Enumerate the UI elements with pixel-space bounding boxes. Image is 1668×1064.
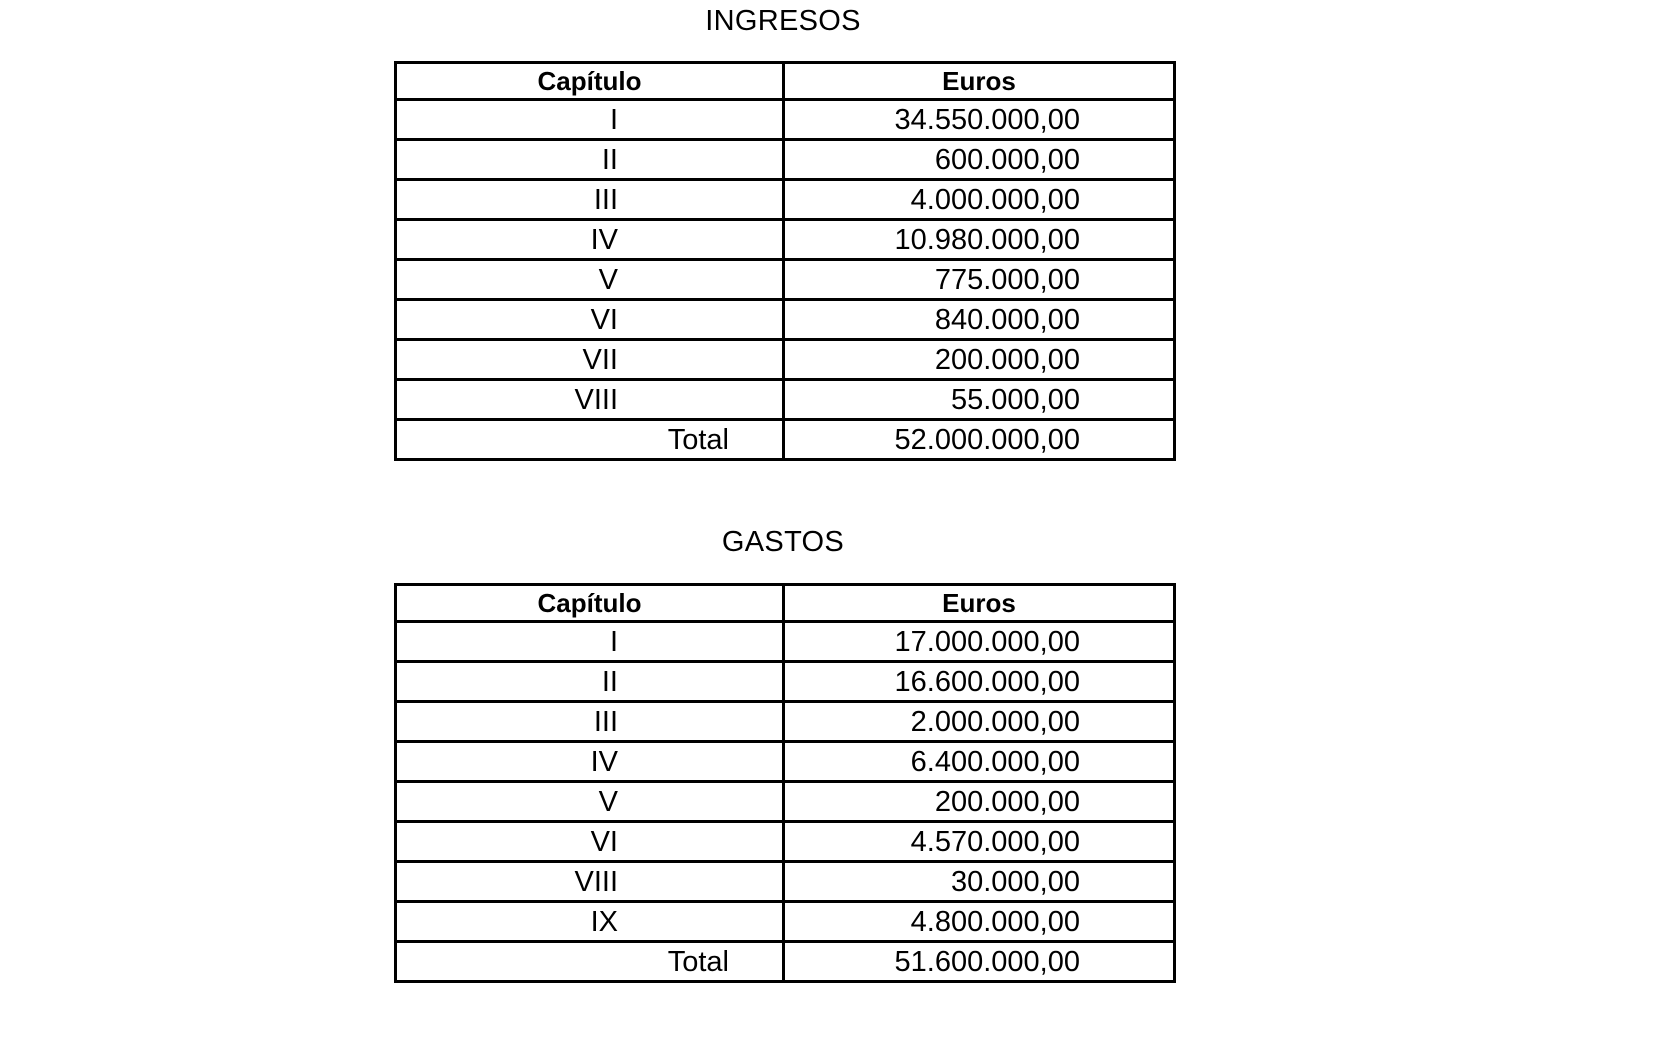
chapter-cell: VI	[396, 822, 784, 862]
chapter-cell: IV	[396, 742, 784, 782]
amount-cell: 775.000,00	[784, 260, 1175, 300]
total-row	[396, 942, 1175, 982]
table-row	[396, 380, 1175, 420]
amount-cell: 840.000,00	[784, 300, 1175, 340]
gastos-title: GASTOS	[721, 526, 845, 558]
table-header-row	[396, 63, 1175, 100]
table-row	[396, 300, 1175, 340]
header-euros: Euros	[784, 585, 1175, 622]
amount-cell: 55.000,00	[784, 380, 1175, 420]
chapter-cell: IV	[396, 220, 784, 260]
gastos-table	[394, 583, 1176, 983]
total-label: Total	[396, 942, 784, 982]
header-capitulo: Capítulo	[396, 63, 784, 100]
chapter-cell: II	[396, 662, 784, 702]
table-row	[396, 862, 1175, 902]
table-row	[396, 180, 1175, 220]
chapter-cell: I	[396, 622, 784, 662]
amount-cell: 4.800.000,00	[784, 902, 1175, 942]
table-row	[396, 662, 1175, 702]
table-row	[396, 340, 1175, 380]
table-row	[396, 100, 1175, 140]
table-row	[396, 220, 1175, 260]
amount-cell: 200.000,00	[784, 782, 1175, 822]
total-amount: 52.000.000,00	[784, 420, 1175, 460]
amount-cell: 16.600.000,00	[784, 662, 1175, 702]
header-capitulo: Capítulo	[396, 585, 784, 622]
amount-cell: 30.000,00	[784, 862, 1175, 902]
table-row	[396, 702, 1175, 742]
table-row	[396, 822, 1175, 862]
amount-cell: 2.000.000,00	[784, 702, 1175, 742]
total-row	[396, 420, 1175, 460]
chapter-cell: III	[396, 180, 784, 220]
amount-cell: 4.570.000,00	[784, 822, 1175, 862]
table-row	[396, 622, 1175, 662]
header-euros: Euros	[784, 63, 1175, 100]
amount-cell: 34.550.000,00	[784, 100, 1175, 140]
table-row	[396, 260, 1175, 300]
chapter-cell: VIII	[396, 380, 784, 420]
chapter-cell: III	[396, 702, 784, 742]
table-row	[396, 782, 1175, 822]
amount-cell: 200.000,00	[784, 340, 1175, 380]
amount-cell: 6.400.000,00	[784, 742, 1175, 782]
ingresos-table	[394, 61, 1176, 461]
chapter-cell: VI	[396, 300, 784, 340]
total-label: Total	[396, 420, 784, 460]
chapter-cell: VIII	[396, 862, 784, 902]
table-header-row	[396, 585, 1175, 622]
chapter-cell: IX	[396, 902, 784, 942]
ingresos-title: INGRESOS	[705, 5, 861, 37]
chapter-cell: V	[396, 260, 784, 300]
table-row	[396, 742, 1175, 782]
table-row	[396, 902, 1175, 942]
chapter-cell: VII	[396, 340, 784, 380]
chapter-cell: II	[396, 140, 784, 180]
amount-cell: 10.980.000,00	[784, 220, 1175, 260]
chapter-cell: V	[396, 782, 784, 822]
table-row	[396, 140, 1175, 180]
chapter-cell: I	[396, 100, 784, 140]
total-amount: 51.600.000,00	[784, 942, 1175, 982]
amount-cell: 4.000.000,00	[784, 180, 1175, 220]
amount-cell: 17.000.000,00	[784, 622, 1175, 662]
amount-cell: 600.000,00	[784, 140, 1175, 180]
